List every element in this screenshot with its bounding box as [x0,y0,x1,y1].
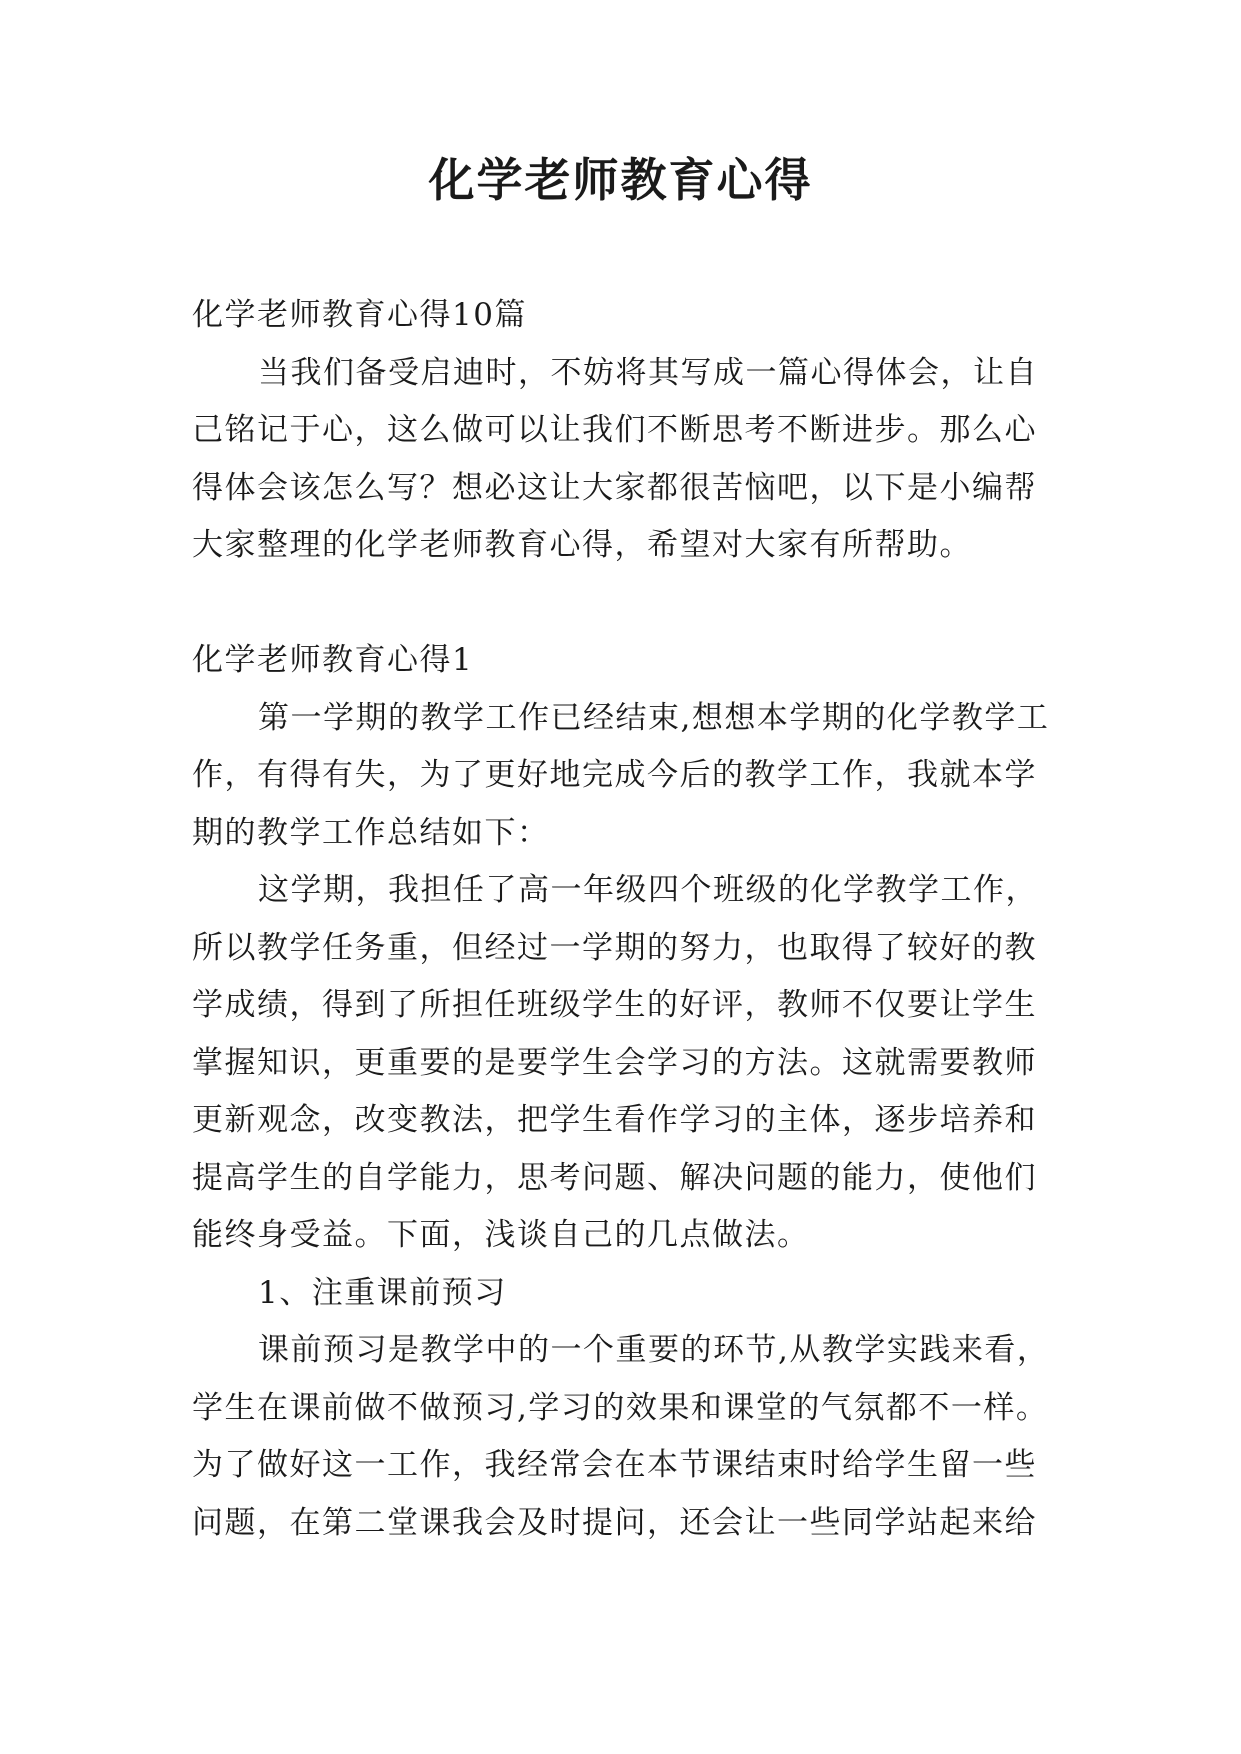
document-title: 化学老师教育心得 [428,153,813,207]
list-heading: 1、注重课前预习 [258,1274,507,1311]
body-paragraph: 课前预习是教学中的一个重要的环节,从教学实践来看，学生在课前做不做预习,学习的效果和课堂的气氛都不一样。为了做好这一工作，我经常会在本节课结束时给学生留一些问题，在第二堂课我会及时提问，还会让一些同学站起来给 [192,1332,1050,1541]
body-paragraph: 这学期，我担任了高一年级四个班级的化学教学工作，所以教学任务重，但经过一学期的努力，也取得了较好的教学成绩，得到了所担任班级学生的好评，教师不仅要让学生掌握知识，更重要的是要学生会学习的方法。这就需要教师更新观念，改变教法，把学生看作学习的主体，逐步培养和提高学生的自学能力，思考问题、解决问题的能力，使他们能终身受益。下面，浅谈自己的几点做法。 [192,872,1038,1253]
document-body [192,287,1067,1552]
document-subtitle: 化学老师教育心得10篇 [192,297,527,333]
section-heading: 化学老师教育心得1 [192,642,474,678]
body-paragraph: 第一学期的教学工作已经结束,想想本学期的化学教学工作，有得有失，为了更好地完成今后的教学工作，我就本学期的教学工作总结如下： [192,699,1050,851]
intro-paragraph: 当我们备受启迪时，不妨将其写成一篇心得体会，让自己铭记于心，这么做可以让我们不断思考不断进步。那么心得体会该怎么写？想必这让大家都很苦恼吧，以下是小编帮大家整理的化学老师教育心得，希望对大家有所帮助。 [192,354,1038,563]
